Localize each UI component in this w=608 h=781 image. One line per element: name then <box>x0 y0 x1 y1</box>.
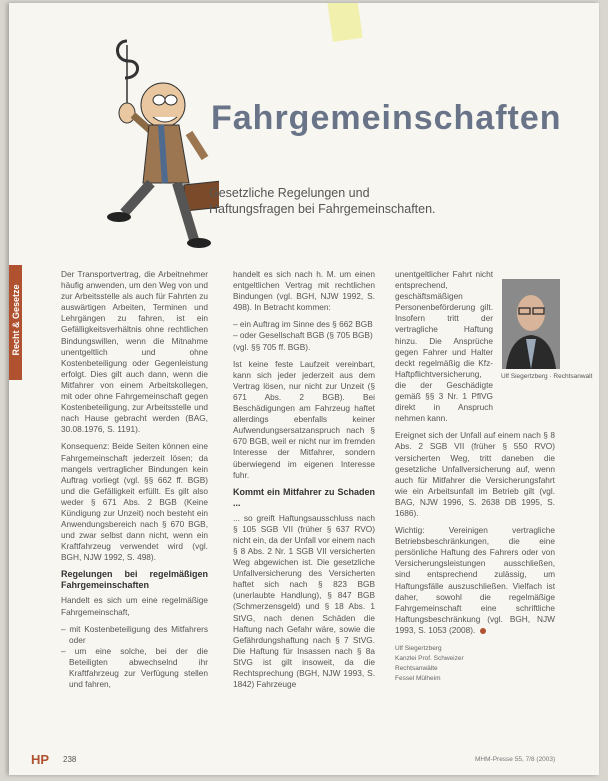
subtitle-line-1: Gesetzliche Regelungen und <box>209 186 370 200</box>
paragraph: Konsequenz: Beide Seiten können eine Fahrgemeinschaft jederzeit lösen; da mangels vertraglicher Bindungen kein Auftrag vorliegt (vgl. §§ 662 ff. BGB) und die Gefälligkeit erfüllt. Es gilt also weder § 671 Abs. 2 BGB (Keine Kündigung zur Unzeit) noch besteht ein Anwendungsbereich nach § 670 BGB, und zwar selbst dann nicht, wenn ein Kraftfahrzeug verwendet wird (vgl. BGH, NJW 1992, S. 498). <box>61 441 208 563</box>
paragraph: handelt es sich nach h. M. um einen entgeltlichen Vertrag mit rechtlichen Bindungen (vgl. BGH, NJW 1992, S. 498). In Betracht kommen: <box>233 269 375 313</box>
section-heading: Regelungen bei regelmäßigen Fahrgemeinschaften <box>61 569 208 591</box>
text-column-1 <box>61 269 208 696</box>
photo-caption: Ulf Siegertzberg · Rechtsanwalt <box>501 373 593 380</box>
list-item: – oder Gesellschaft BGB (§ 705 BGB) <box>233 330 373 341</box>
text-column-2 <box>233 269 375 696</box>
end-mark-icon <box>480 628 486 634</box>
bullet-list <box>61 624 208 691</box>
paragraph: unentgeltlicher Fahrt nicht entsprechend, geschäftsmäßigen Personenbeförderung gilt. Insofern tritt der vertragliche Haftung hinzu. Die Ansprüche gegen Fahrer und Halter deckt regelmäßig die Kfz-Haftpflichtversicherung, die der Geschädigte gemäß §§ 3 Nr. 1 PflVG direkt in Anspruch nehmen kann. <box>395 269 493 424</box>
list-item: – ein Auftrag im Sinne des § 662 BGB <box>233 319 373 330</box>
magazine-page <box>9 3 599 775</box>
author-portrait-photo <box>502 279 560 369</box>
sticky-note <box>327 3 362 42</box>
author-role: Rechtsanwälte <box>395 665 438 672</box>
paragraph: Ist keine feste Laufzeit vereinbart, kann sich jeder jederzeit aus dem Vertrag lösen, nur nicht zur Unzeit (§ 671 Abs. 2 BGB). Bei Beschädigungen am Fahrzeug haftet allerdings ebenfalls keiner Aufwendungsersatzanspruch nach § 670 BGB, weil er nicht nur im fremden Interesse der Mitfahrer, sondern überwiegend im eigenen Interesse fuhr. <box>233 358 375 480</box>
list-item: (vgl. §§ 705 ff. BGB). <box>233 341 311 352</box>
author-firm: Kanzlei Prof. Schweizer <box>395 655 464 662</box>
magazine-logo: HP <box>31 752 50 767</box>
subtitle-line-2: Haftungsfragen bei Fahrgemeinschaften. <box>209 202 436 216</box>
paragraph: ... so greift Haftungsausschluss nach § 105 SGB VII (früher § 637 RVO) nicht ein, da der Unfall vor einem nach § 8 Abs. 2 Nr. 1 SGB VII versicherten Weg abgewichen ist. Die gesetzliche Unfallversicherung des Versicherten haftet sich nach § 823 BGB (unerlaubte Handlung), § 847 BGB (Schmerzensgeld) und § 18 Abs. 1 StVG, nach denen Schäden die Haftung nach Gefahr wäre, sowie die Gefährdungshaftung nach § 7 StVG. Die Haftung für Insassen nach § 8a StVG ist gilt insoweit, da die Rechtsprechung (BGH, NJW 1993, S. 1842) Fahrzeuge <box>233 512 375 690</box>
author-location: Fessel Mülheim <box>395 675 441 682</box>
bullet-list <box>233 319 375 352</box>
author-block <box>395 644 555 684</box>
paragraph: Handelt es sich um eine regelmäßige Fahrgemeinschaft, <box>61 595 208 617</box>
issue-info: MHM-Presse 55, 7/8 (2003) <box>475 756 556 763</box>
paragraph: Wichtig: Vereinigen vertragliche Betriebsbeschränkungen, die eine persönliche Haftung des Fahrers oder von Versicherungsleistungen ausschließen, sind entsprechend zulässig, um Haftungsfälle auszuschließen. Vielfach ist daher, sowohl die regelmäßige Fahrgemeinschaft eine schriftliche Haftungsbeschränkung (vgl. BGH, NJW 1993, S. 1053 (2008). <box>395 525 555 635</box>
lawyer-cartoon-illustration <box>79 33 219 248</box>
paragraph: Der Transportvertrag, die Arbeitnehmer häufig anwenden, um den Weg von und zur Arbeitsstelle als auch für Fahrten zu auswärtigen Arbeiten, Terminen und Lehrgängen zu fahren, ist ein Gefälligkeitsverhältnis ohne rechtlichen Bindungswillen, wenn die Mitnahme unentgeltlich und ohne Kostenbeteiligung oder Gegenleistung erfolgt. Dies gilt auch dann, wenn die Mitfahrer von einem Arbeitskollegen, mit oder ohne Fahrgemeinschaft gegen Kostenbeteiligung, zur Arbeitsstelle und nach Hause gebracht werden (BAG, 30.08.1976, S. 1191). <box>61 269 208 435</box>
list-item: – mit Kostenbeteiligung des Mitfahrers oder <box>61 623 208 645</box>
section-heading: Kommt ein Mitfahrer zu Schaden ... <box>233 486 375 508</box>
article-title: Fahrgemeinschaften <box>211 99 562 137</box>
page-number: 238 <box>63 755 77 764</box>
paragraph: Ereignet sich der Unfall auf einem nach § 8 Abs. 2 SGB VII (früher § 550 RVO) versicherten Weg, tritt daneben die gesetzliche Unfallversicherung auf, wenn auch für Mitfahrer die Versicherungsfahrt wie ein Arbeitsunfall im Betrieb gilt (vgl. BAG, NJW 1996, S. 2638 DB 1995, S. 1686). <box>395 430 555 518</box>
section-label: Recht & Gesetze <box>11 284 21 356</box>
list-item: – um eine solche, bei der die Beteiligten abwechselnd ihr Kraftfahrzeug zur Verfügung stellen und fahren, <box>61 645 209 690</box>
author-name: Ulf Siegertzberg <box>395 645 442 652</box>
article-subtitle <box>209 185 529 217</box>
